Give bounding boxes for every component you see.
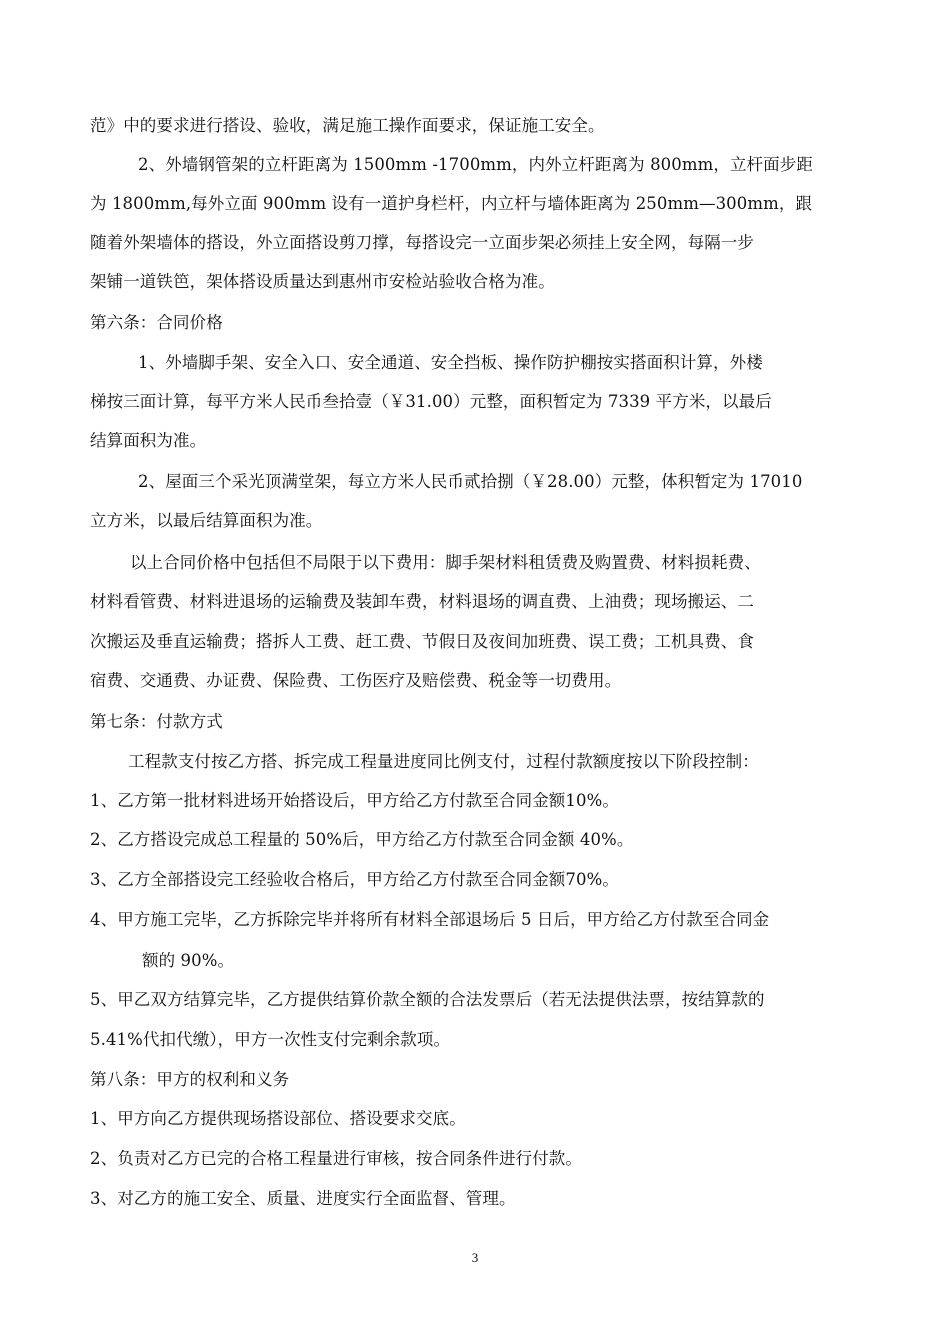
list-item: 2、负责对乙方已完的合格工程量进行审核，按合同条件进行付款。 — [90, 1149, 582, 1168]
text-line: 范》中的要求进行搭设、验收，满足施工操作面要求，保证施工安全。 — [90, 116, 605, 135]
text-line: 工程款支付按乙方搭、拆完成工程量进度同比例支付，过程付款额度按以下阶段控制： — [128, 752, 759, 771]
section-heading: 第八条：甲方的权利和义务 — [90, 1070, 290, 1089]
section-heading: 第七条：付款方式 — [90, 712, 223, 731]
text-line: 1、外墙脚手架、安全入口、安全通道、安全挡板、操作防护棚按实搭面积计算，外楼 — [138, 353, 763, 372]
text-line: 2、屋面三个采光顶满堂架，每立方米人民币贰拾捌（￥28.00）元整，体积暂定为 17010 — [138, 472, 803, 491]
text-line: 架铺一道铁笆，架体搭设质量达到惠州市安检站验收合格为准。 — [90, 272, 555, 291]
text-line: 宿费、交通费、办证费、保险费、工伤医疗及赔偿费、税金等一切费用。 — [90, 671, 622, 690]
list-item: 5、甲乙双方结算完毕，乙方提供结算价款全额的合法发票后（若无法提供法票，按结算款的 — [90, 990, 765, 1009]
section-heading: 第六条：合同价格 — [90, 313, 223, 332]
text-line: 结算面积为准。 — [90, 431, 207, 450]
text-line: 次搬运及垂直运输费；搭拆人工费、赶工费、节假日及夜间加班费、误工费；工机具费、食 — [90, 632, 754, 651]
text-line: 额的 90%。 — [142, 951, 235, 970]
text-line: 梯按三面计算，每平方米人民币叁拾壹（￥31.00）元整，面积暂定为 7339 平方米，以最后 — [90, 392, 772, 411]
list-item: 1、乙方第一批材料进场开始搭设后，甲方给乙方付款至合同金额10%。 — [90, 791, 619, 810]
text-line: 以上合同价格中包括但不局限于以下费用：脚手架材料租赁费及购置费、材料损耗费、 — [130, 553, 761, 572]
text-line: 随着外架墙体的搭设，外立面搭设剪刀撑，每搭设完一立面步架必须挂上安全网，每隔一步 — [90, 233, 754, 252]
text-line: 为 1800mm,每外立面 900mm 设有一道护身栏杆，内立杆与墙体距离为 250mm—300mm，跟 — [90, 194, 813, 213]
list-item: 2、乙方搭设完成总工程量的 50%后，甲方给乙方付款至合同金额 40%。 — [90, 830, 634, 849]
page-number: 3 — [471, 1250, 479, 1265]
text-line: 2、外墙钢管架的立杆距离为 1500mm -1700mm，内外立杆距离为 800mm，立杆面步距 — [138, 155, 813, 174]
list-item: 1、甲方向乙方提供现场搭设部位、搭设要求交底。 — [90, 1109, 466, 1128]
text-line: 材料看管费、材料进退场的运输费及装卸车费，材料退场的调直费、上油费；现场搬运、二 — [90, 592, 754, 611]
list-item: 3、对乙方的施工安全、质量、进度实行全面监督、管理。 — [90, 1189, 516, 1208]
list-item: 4、甲方施工完毕，乙方拆除完毕并将所有材料全部退场后 5 日后，甲方给乙方付款至合同金 — [90, 910, 770, 929]
list-item: 3、乙方全部搭设完工经验收合格后，甲方给乙方付款至合同金额70%。 — [90, 870, 619, 889]
text-line: 立方米，以最后结算面积为准。 — [90, 511, 323, 530]
text-line: 5.41%代扣代缴），甲方一次性支付完剩余款项。 — [90, 1030, 451, 1049]
